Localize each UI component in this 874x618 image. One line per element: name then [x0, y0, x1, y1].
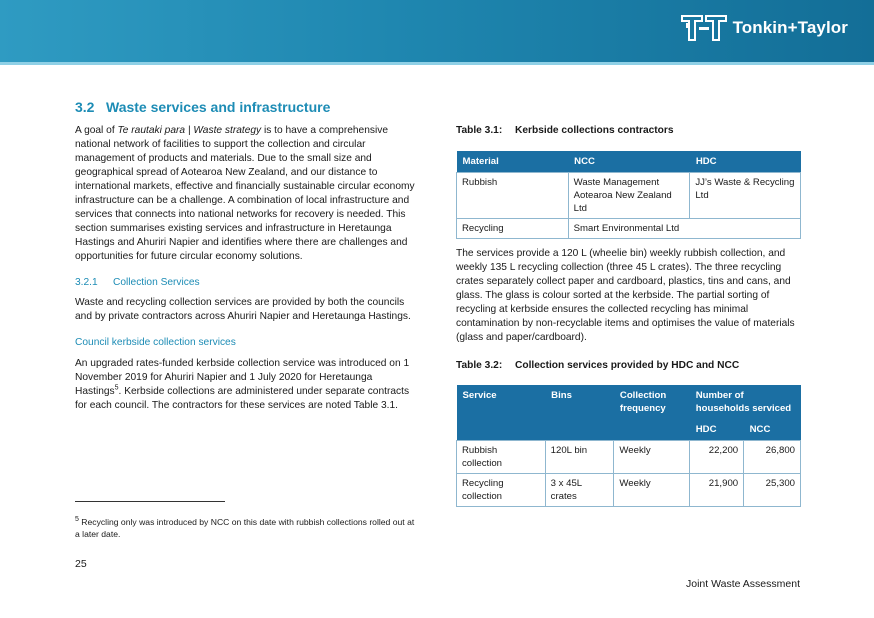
cell-contractor: Smart Environmental Ltd	[568, 219, 800, 239]
table-row	[457, 219, 801, 239]
cell-service: Rubbish collection	[457, 441, 546, 474]
header-hdc: HDC	[690, 151, 801, 173]
intro-text-rest: is to have a comprehensive national network of facilities to support the collection and circular management of products and materials. Due to the small size and geographical spread of Aotearoa New Zealand, and our distance to international markets, effective and financially sustainable circular economy infrastructure can be a challenge. A combination of local infrastructure and services that connects into national networks for recovery is needed. This section summarises existing services and infrastructure in Heretaunga Hastings and Ahuriri Napier and identifies where there are challenges and opportunities for future circular economy solutions.	[75, 125, 415, 262]
table2-title: Collection services provided by HDC and NCC	[515, 360, 740, 371]
cell-ncc-count: 26,800	[744, 441, 801, 474]
footnote	[75, 516, 420, 540]
header-service: Service	[457, 385, 546, 441]
table1-caption	[456, 124, 801, 138]
subheader-ncc: NCC	[744, 419, 801, 441]
page-number: 25	[75, 558, 87, 570]
intro-text-start: A goal of	[75, 125, 118, 136]
cell-hdc-count: 22,200	[690, 441, 744, 474]
header-bins: Bins	[545, 385, 614, 441]
header-material: Material	[457, 151, 569, 173]
strategy-title: Te rautaki para | Waste strategy	[117, 125, 262, 136]
left-column	[75, 99, 420, 413]
cell-hdc: JJ’s Waste & Recycling Ltd	[690, 173, 801, 219]
table-row	[457, 474, 801, 507]
table1-title: Kerbside collections contractors	[515, 125, 674, 136]
services-paragraph: The services provide a 120 L (wheelie bin) weekly rubbish collection, and weekly 135 L recycling collection (three 45 L crates). The three recycling crates separately collect paper and cardboard, plastics, tins and cans, and glass. The glass is colour sorted at the kerbside. The partial sorting of recycling at kerbside ensures the collected recycling has minimal contamination by non-recyclable items and optimises the value of materials (glass and paper/cardboard).	[456, 248, 795, 343]
cell-service: Recycling collection	[457, 474, 546, 507]
cell-material: Recycling	[457, 219, 569, 239]
section-title: Waste services and infrastructure	[106, 99, 331, 115]
table1-number: Table 3.1:	[456, 125, 503, 136]
table-row	[457, 441, 801, 474]
cell-bins: 3 x 45L crates	[545, 474, 614, 507]
cell-ncc-count: 25,300	[744, 474, 801, 507]
table-header-row	[457, 385, 801, 419]
footnote-text: Recycling only was introduced by NCC on this date with rubbish collections rolled out at a later date.	[75, 517, 415, 539]
header-ncc: NCC	[568, 151, 690, 173]
section-number: 3.2	[75, 99, 95, 115]
subheader-hdc: HDC	[690, 419, 744, 441]
header-frequency: Collection frequency	[614, 385, 690, 441]
company-logo	[681, 15, 848, 41]
collection-paragraph: Waste and recycling collection services are provided by both the councils and by private contractors across Ahuriri Napier and Heretaunga Hastings.	[75, 297, 411, 322]
footnote-marker: 5	[75, 516, 79, 524]
table-row	[457, 173, 801, 219]
table2-caption	[456, 359, 801, 373]
council-paragraph	[75, 357, 420, 413]
header-households: Number of households serviced	[690, 385, 801, 419]
footnote-ref[interactable]: 5	[114, 384, 119, 392]
footnote-divider	[75, 501, 225, 502]
logo-text: Tonkin+Taylor	[732, 18, 848, 37]
intro-paragraph	[75, 124, 420, 264]
subsection-heading	[75, 276, 420, 290]
right-column	[456, 124, 801, 507]
collection-services-table	[456, 385, 801, 507]
cell-hdc-count: 21,900	[690, 474, 744, 507]
tt-logo-icon	[681, 15, 727, 41]
cell-frequency: Weekly	[614, 474, 690, 507]
council-text-start: An upgraded rates-funded kerbside collection service was introduced on 1 November 2019 for Ahuriri Napier and 1 July 2020 for Heretaunga Hastings	[75, 358, 410, 397]
cell-frequency: Weekly	[614, 441, 690, 474]
section-heading	[75, 99, 420, 115]
council-heading: Council kerbside collection services	[75, 337, 236, 348]
subsection-title: Collection Services	[113, 277, 200, 288]
table2-number: Table 3.2:	[456, 360, 503, 371]
header-divider	[0, 62, 874, 65]
cell-bins: 120L bin	[545, 441, 614, 474]
cell-ncc: Waste Management Aotearoa New Zealand Ltd	[568, 173, 690, 219]
contractors-table	[456, 151, 801, 239]
table-header-row	[457, 151, 801, 173]
cell-material: Rubbish	[457, 173, 569, 219]
subsection-number: 3.2.1	[75, 277, 98, 288]
council-text-rest: . Kerbside collections are administered under separate contracts for each council. The contractors for these services are noted Table 3.1.	[75, 386, 410, 411]
document-title: Joint Waste Assessment	[686, 578, 800, 590]
